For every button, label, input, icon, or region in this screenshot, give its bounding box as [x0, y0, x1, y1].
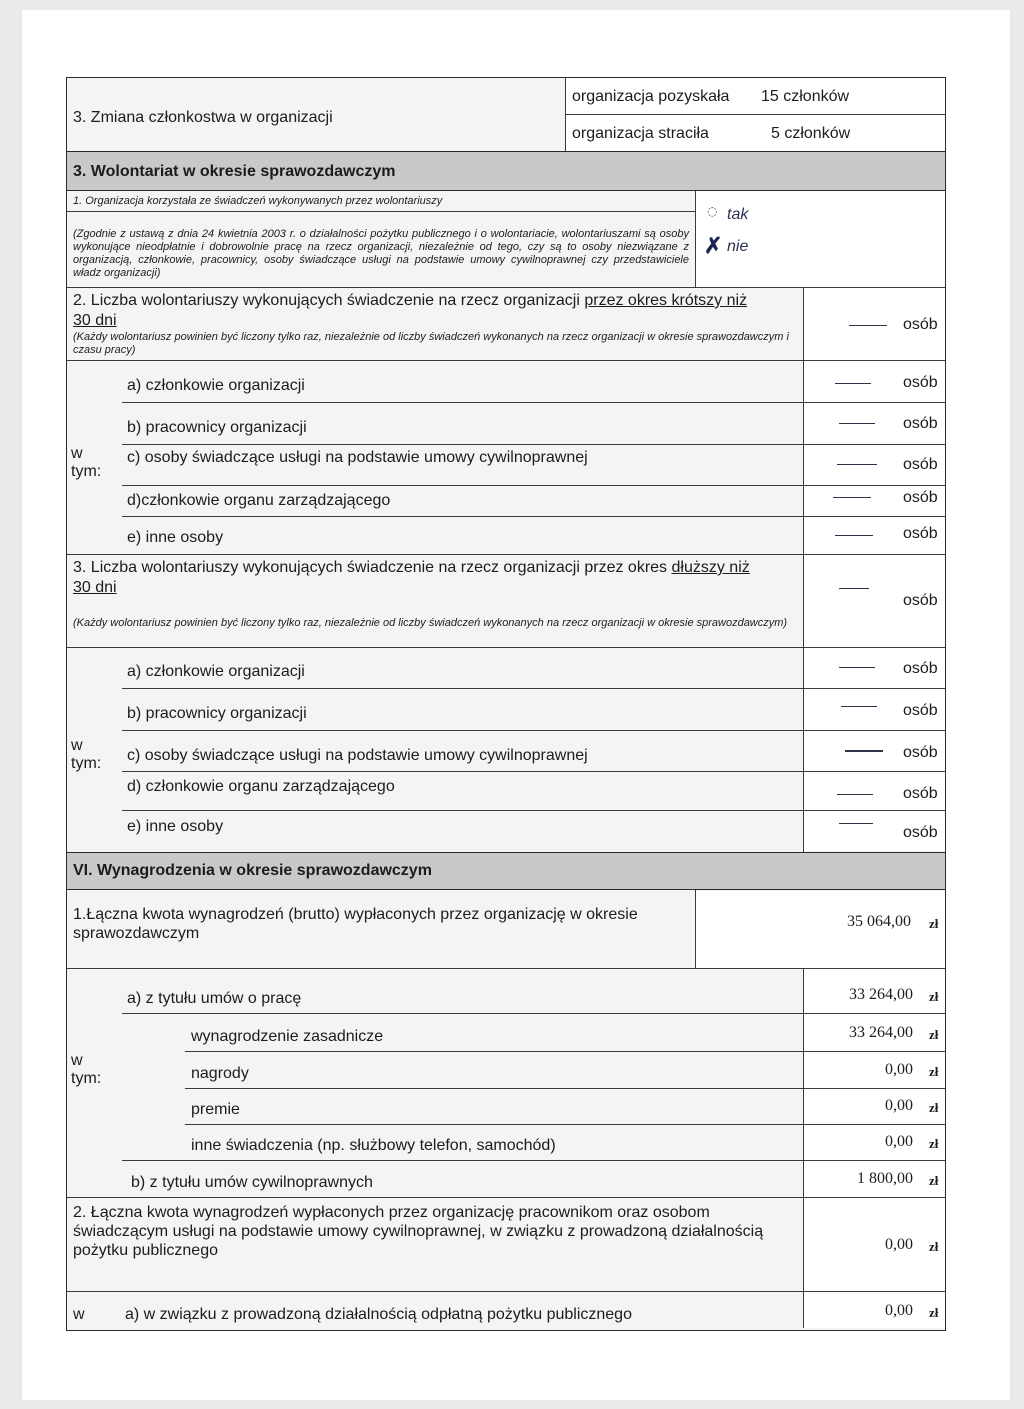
q3-row-b: b) pracownicy organizacji [127, 705, 307, 722]
q3-b-unit: osób [903, 702, 938, 719]
q1-title: 1. Organizacja korzystała ze świadczeń wykonywanych przez wolontariuszy [73, 195, 443, 207]
total-salary-value: 35 064,00 [847, 913, 911, 930]
q3-note: (Każdy wolontariusz powinien być liczony tylko raz, niezależnie od liczby świadczeń wykonanych na rzecz organizacji w okresie sprawozdawczym) [73, 617, 788, 629]
checked-cross-icon[interactable]: ✗ [704, 233, 723, 258]
civil-contracts-value: 1 800,00 [857, 1170, 913, 1187]
q2-total-unit: osób [903, 316, 938, 333]
q3-row-a: a) członkowie organizacji [127, 663, 305, 680]
public-benefit-salary-value: 0,00 [885, 1236, 913, 1253]
volunteering-header: 3. Wolontariat w okresie sprawozdawczym [67, 151, 945, 191]
paid-activity-value: 0,00 [885, 1302, 913, 1319]
q3-row-c: c) osoby świadczące usługi na podstawie umowy cywilnoprawnej [127, 747, 588, 764]
q2-title-days: 30 dni [73, 312, 117, 329]
q2-a-unit: osób [903, 374, 938, 391]
bonus-value: 0,00 [885, 1097, 913, 1114]
total-salary-currency: zł [929, 916, 939, 931]
salaries-in-which: w tym: [71, 1052, 102, 1087]
awards-currency: zł [929, 1064, 939, 1079]
public-benefit-salary-label: 2. Łączna kwota wynagrodzeń wypłaconych przez organizację pracownikom oraz osobom świadczącym usługi na podstawie umowy cywilnoprawnej, w związku z prowadzoną działalnością pożytku publicznego [73, 1204, 764, 1259]
other-benefits-value: 0,00 [885, 1133, 913, 1150]
public-benefit-salary-currency: zł [929, 1239, 939, 1254]
volunteer-answers-column [803, 288, 945, 851]
base-salary-label: wynagrodzenie zasadnicze [191, 1028, 384, 1045]
q3-total-unit: osób [903, 592, 938, 609]
awards-value: 0,00 [885, 1061, 913, 1078]
q2-row-a: a) członkowie organizacji [127, 377, 305, 394]
q3-row-d: d) członkowie organu zarządzającego [127, 778, 395, 795]
q3-a-unit: osób [903, 660, 938, 677]
bonus-label: premie [191, 1101, 240, 1118]
paid-activity-currency: zł [929, 1305, 939, 1320]
q3-row-e: e) inne osoby [127, 818, 224, 835]
q2-c-unit: osób [903, 456, 938, 473]
employment-label: a) z tytułu umów o pracę [127, 990, 302, 1007]
paid-activity-w: w [73, 1306, 85, 1323]
q3-title-days: 30 dni [73, 579, 117, 596]
q2-note: (Każdy wolontariusz powinien być liczony tylko raz, niezależnie od liczby świadczeń wykonanych na rzecz organizacji w okresie sprawozdawczym i czasu pracy) [73, 331, 789, 356]
q2-d-unit: osób [903, 489, 938, 506]
bonus-currency: zł [929, 1100, 939, 1115]
lost-label: organizacja straciła [572, 125, 709, 142]
q3-in-which: w tym: [71, 737, 102, 772]
q2-row-c: c) osoby świadczące usługi na podstawie umowy cywilnoprawnej [127, 449, 588, 466]
q3-d-unit: osób [903, 785, 938, 802]
q2-title: 2. Liczba wolontariuszy wykonujących świadczenie na rzecz organizacji przez okres krótszy niż [73, 292, 748, 309]
gained-value: 15 członków [761, 88, 850, 105]
option-yes-label: tak [727, 206, 749, 223]
civil-contracts-label: b) z tytułu umów cywilnoprawnych [131, 1174, 373, 1191]
employment-value: 33 264,00 [849, 986, 913, 1003]
report-form [66, 77, 946, 1331]
employment-currency: zł [929, 989, 939, 1004]
q3-title: 3. Liczba wolontariuszy wykonujących świadczenie na rzecz organizacji przez okres dłuższy niż [73, 559, 750, 576]
lost-value: 5 członków [771, 125, 851, 142]
base-salary-value: 33 264,00 [849, 1024, 913, 1041]
other-benefits-currency: zł [929, 1136, 939, 1151]
q3-c-unit: osób [903, 744, 938, 761]
paid-activity-label: a) w związku z prowadzoną działalnością odpłatną pożytku publicznego [125, 1306, 632, 1323]
q2-row-e: e) inne osoby [127, 529, 224, 546]
q3-e-unit: osób [903, 824, 938, 841]
q2-row-b: b) pracownicy organizacji [127, 419, 307, 436]
radio-yes-icon[interactable]: ◌ [707, 204, 718, 218]
q2-b-unit: osób [903, 415, 938, 432]
other-benefits-label: inne świadczenia (np. służbowy telefon, samochód) [191, 1137, 556, 1154]
salaries-header: VI. Wynagrodzenia w okresie sprawozdawczym [67, 852, 945, 890]
base-salary-currency: zł [929, 1027, 939, 1042]
q2-e-unit: osób [903, 525, 938, 542]
awards-label: nagrody [191, 1065, 249, 1082]
gained-label: organizacja pozyskała [572, 88, 730, 105]
civil-contracts-currency: zł [929, 1173, 939, 1188]
q2-row-d: d)członkowie organu zarządzającego [127, 492, 391, 509]
q2-in-which: w tym: [71, 445, 102, 480]
q1-note: (Zgodnie z ustawą z dnia 24 kwietnia 2003 r. o działalności pożytku publicznego i o wolontariacie, wolontariuszami są osoby wykonujące nieodpłatnie i dobrowolnie pracę na rzecz organizacji, niezależnie od tego, czy są to osoby niezwiązane z organizacją, członkowie, pracownicy, osoby świadczące usługi na podstawie umowy cywilnoprawnej czy przedstawiciele władz organizacji) [73, 228, 689, 279]
membership-label: 3. Zmiana członkostwa w organizacji [73, 109, 333, 126]
total-salary-label: 1.Łączna kwota wynagrodzeń (brutto) wypłaconych przez organizację w okresie sprawozdawczym [73, 906, 638, 942]
option-no-label: nie [727, 238, 749, 255]
